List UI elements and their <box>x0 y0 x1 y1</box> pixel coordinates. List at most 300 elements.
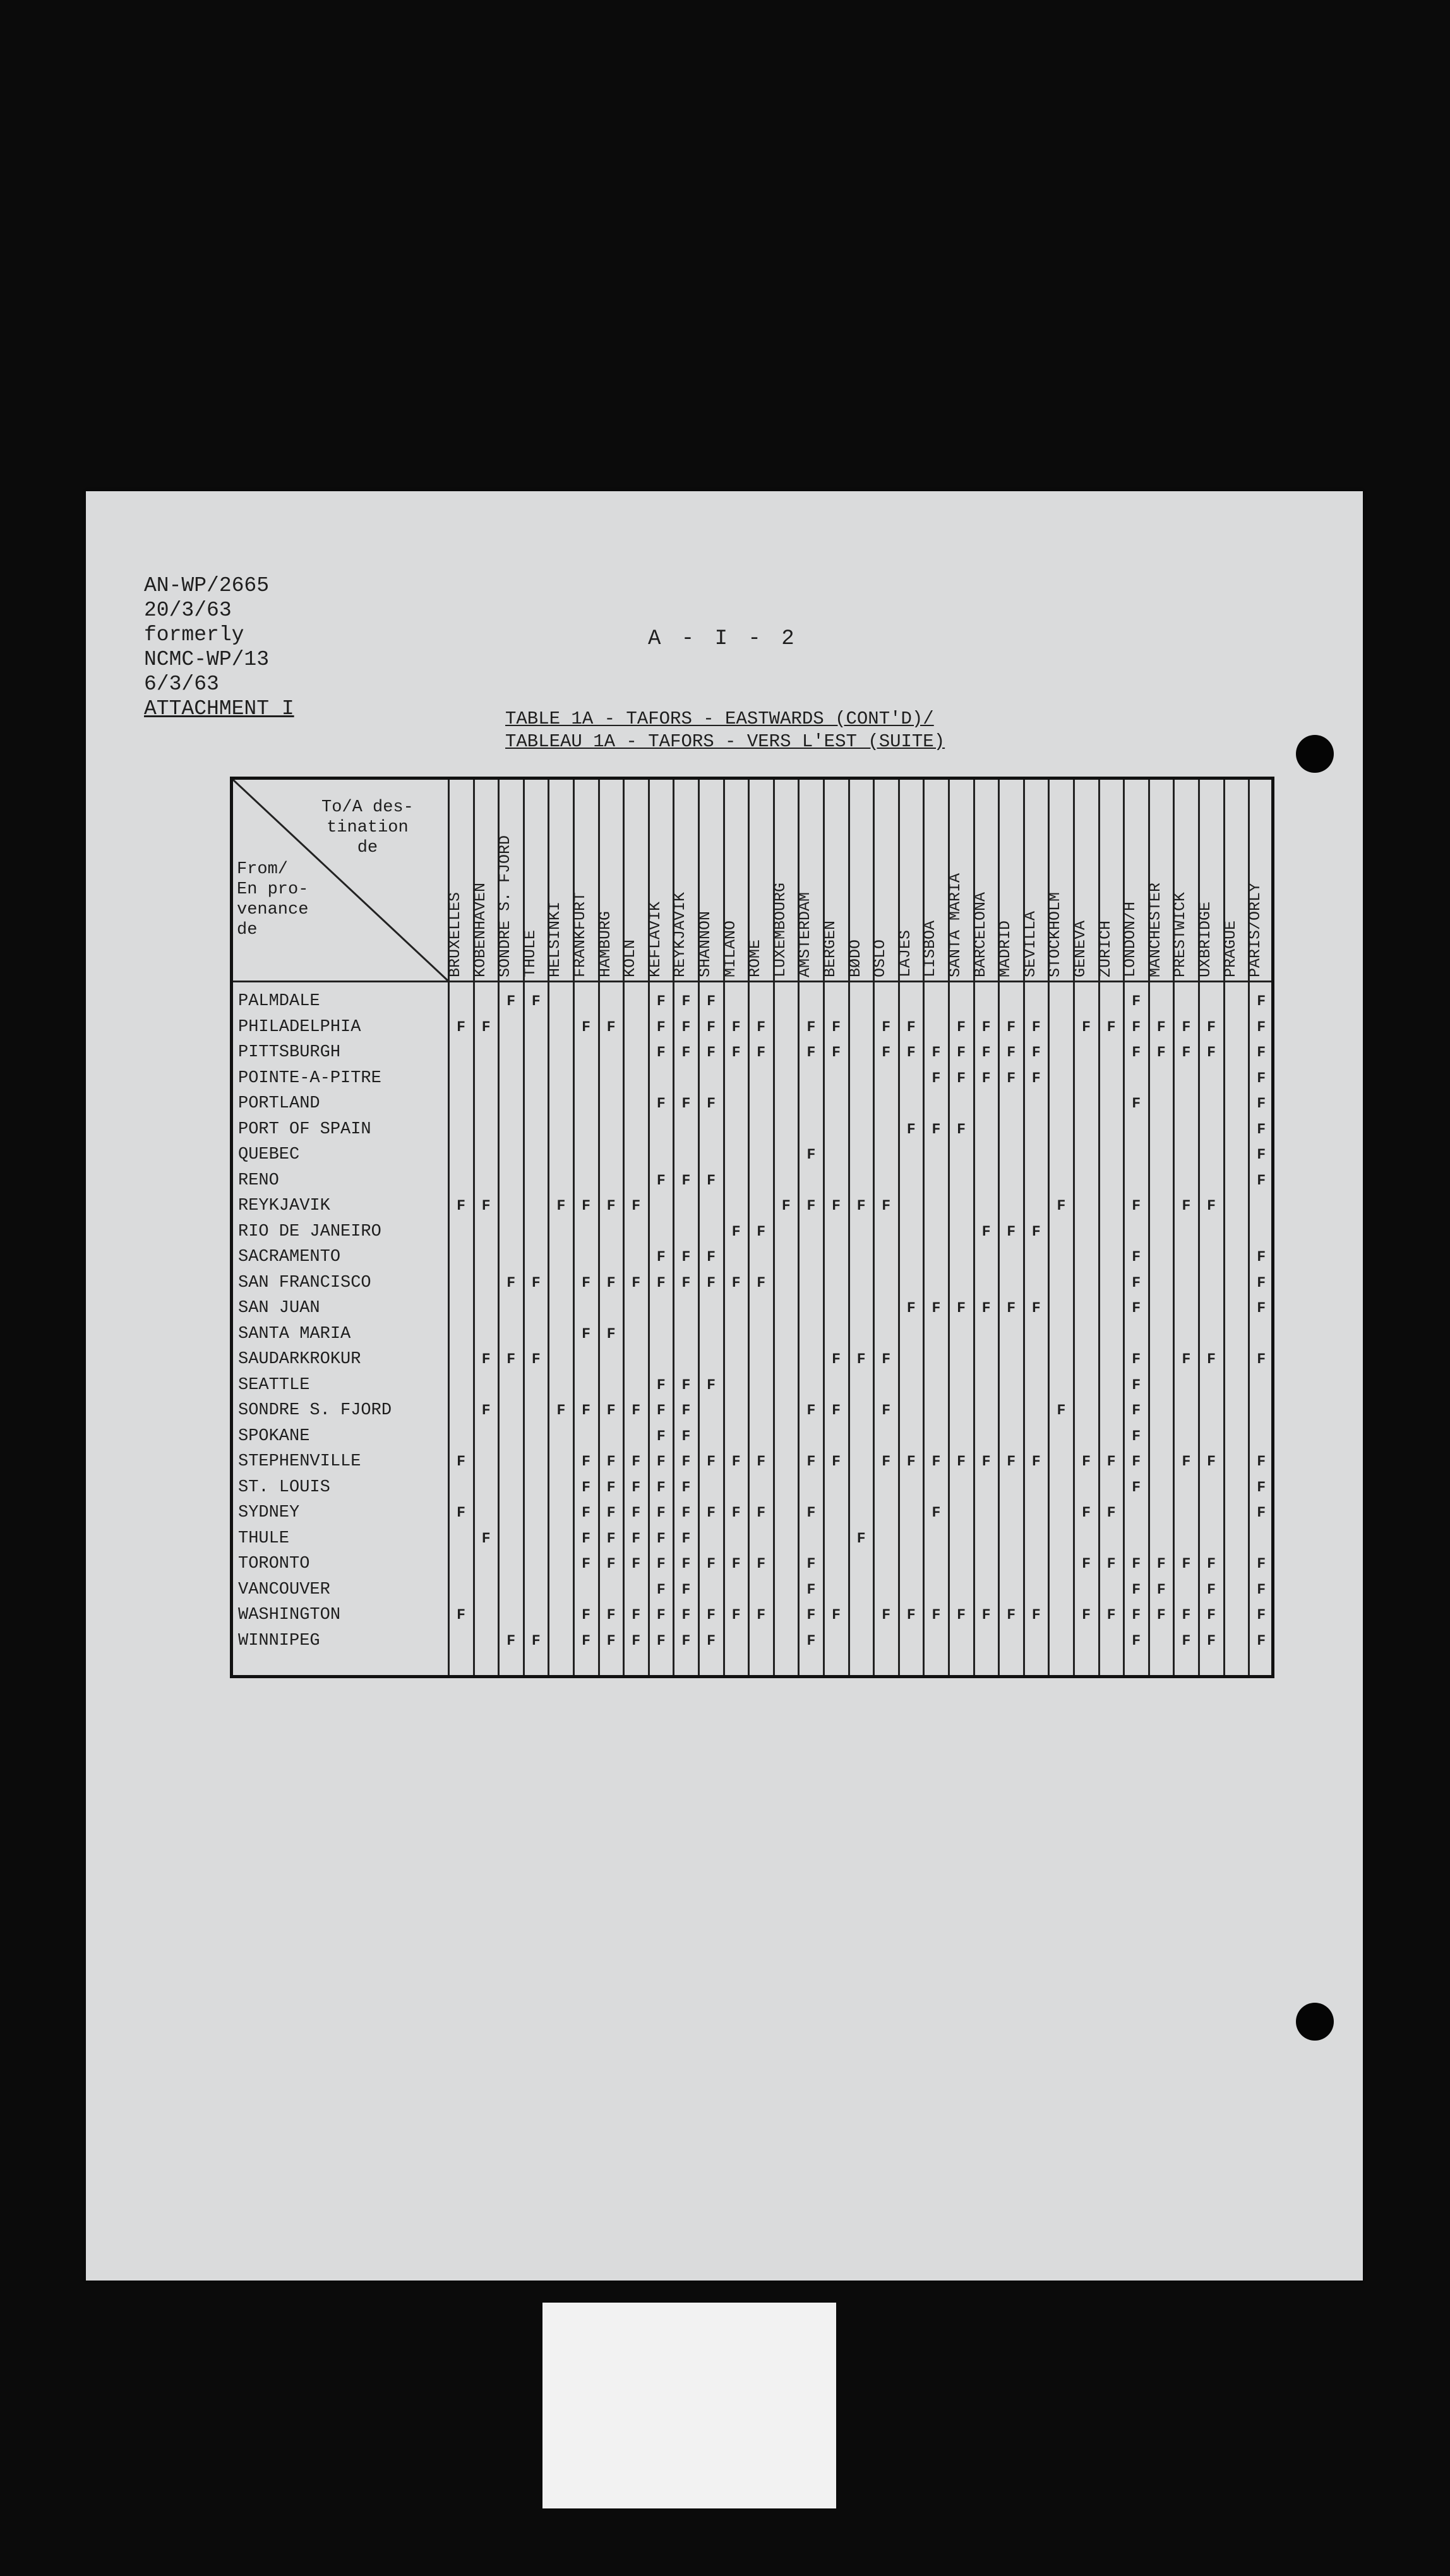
tafor-mark: F <box>1156 1018 1166 1035</box>
tafor-mark: F <box>707 1044 716 1061</box>
tafor-mark: F <box>707 993 716 1010</box>
tafor-mark: F <box>457 1505 465 1521</box>
tafor-mark: F <box>656 1249 666 1265</box>
tafor-mark: F <box>856 1351 866 1368</box>
tafor-mark: F <box>656 1095 666 1112</box>
tafor-mark: F <box>606 1479 616 1496</box>
tafor-mark: F <box>1057 1402 1066 1419</box>
tafor-mark: F <box>582 1325 590 1342</box>
from-origin-label: From/ En pro- venance de <box>237 860 309 939</box>
tafor-mark: F <box>932 1505 941 1521</box>
tafor-mark: F <box>1257 1505 1266 1521</box>
tafor-mark: F <box>1257 1070 1266 1087</box>
column-header: THULE <box>520 929 539 977</box>
document-page <box>86 491 1363 2281</box>
tafor-mark: F <box>731 1607 741 1623</box>
tafor-mark: F <box>481 1018 491 1035</box>
row-label: VANCOUVER <box>238 1580 330 1599</box>
page-reference: A - I - 2 <box>648 627 798 651</box>
tafor-mark: F <box>1082 1453 1091 1470</box>
row-label: SPOKANE <box>238 1426 310 1446</box>
tafor-mark: F <box>1132 1402 1141 1419</box>
tafor-mark: F <box>707 1274 716 1291</box>
tafor-mark: F <box>1257 1249 1266 1265</box>
tafor-mark: F <box>1106 1607 1116 1623</box>
tafor-mark: F <box>681 1376 691 1393</box>
tafor-mark: F <box>806 1556 816 1572</box>
tafor-mark: F <box>1182 1018 1191 1035</box>
ref-line: AN-WP/2665 <box>144 574 270 597</box>
tafor-mark: F <box>806 1607 816 1623</box>
paper-slip <box>542 2303 836 2508</box>
column-header: MADRID <box>996 920 1015 977</box>
tafor-mark: F <box>531 1351 541 1368</box>
tafor-mark: F <box>707 1556 716 1572</box>
tafor-mark: F <box>1207 1351 1216 1368</box>
tafor-mark: F <box>1257 1300 1266 1316</box>
row-label: PORT OF SPAIN <box>238 1119 371 1139</box>
tafor-mark: F <box>632 1453 641 1470</box>
tafor-mark: F <box>1182 1453 1191 1470</box>
tafor-mark: F <box>1132 1044 1141 1061</box>
tafor-mark: F <box>806 1453 816 1470</box>
tafor-mark: F <box>632 1274 641 1291</box>
tafor-mark: F <box>1031 1607 1041 1623</box>
tafor-mark: F <box>1156 1556 1166 1572</box>
row-label: RENO <box>238 1171 279 1190</box>
column-header: ROME <box>746 939 765 977</box>
tafor-mark: F <box>806 1044 816 1061</box>
tafor-mark: F <box>632 1402 641 1419</box>
ref-line: NCMC-WP/13 <box>144 648 270 671</box>
tafor-mark: F <box>656 1530 666 1547</box>
tafor-mark: F <box>882 1453 891 1470</box>
tafor-mark: F <box>481 1351 491 1368</box>
column-header: KOBENHAVEN <box>470 882 489 977</box>
row-label: ST. LOUIS <box>238 1477 330 1497</box>
tafor-mark: F <box>757 1505 766 1521</box>
tafor-mark: F <box>1257 993 1266 1010</box>
tafor-mark: F <box>1132 1351 1141 1368</box>
tafor-mark: F <box>1257 1581 1266 1598</box>
column-header: ZURICH <box>1096 920 1115 977</box>
tafor-mark: F <box>656 1428 666 1445</box>
row-label: SANTA MARIA <box>238 1324 351 1344</box>
tafor-mark: F <box>906 1018 916 1035</box>
column-header: MILANO <box>721 920 740 977</box>
tafor-mark: F <box>606 1505 616 1521</box>
tafor-mark: F <box>957 1044 966 1061</box>
tafor-mark: F <box>531 1274 541 1291</box>
row-label: POINTE-A-PITRE <box>238 1068 381 1088</box>
tafor-mark: F <box>1257 1607 1266 1623</box>
tafor-mark: F <box>981 1223 991 1240</box>
tafor-mark: F <box>707 1453 716 1470</box>
tafor-mark: F <box>856 1530 866 1547</box>
header-divider <box>233 981 1271 982</box>
tafor-mark: F <box>1082 1018 1091 1035</box>
tafor-mark: F <box>757 1223 766 1240</box>
tafor-mark: F <box>981 1607 991 1623</box>
column-header: PRAGUE <box>1221 920 1240 977</box>
column-header: PRESTWICK <box>1171 891 1190 977</box>
tafor-mark: F <box>832 1607 841 1623</box>
column-header: KOLN <box>621 939 640 977</box>
tafor-mark: F <box>1132 1479 1141 1496</box>
row-label: SACRAMENTO <box>238 1248 341 1267</box>
tafor-mark: F <box>506 1632 516 1649</box>
tafor-mark: F <box>656 1479 666 1496</box>
column-header: AMSTERDAM <box>796 891 815 977</box>
tafor-mark: F <box>681 1607 691 1623</box>
tafor-mark: F <box>582 1274 590 1291</box>
tafor-mark: F <box>632 1198 641 1214</box>
column-header: LONDON/H <box>1121 901 1140 977</box>
tafor-mark: F <box>1257 1044 1266 1061</box>
tafor-mark: F <box>457 1198 465 1214</box>
tafor-mark: F <box>457 1018 465 1035</box>
tafor-mark: F <box>582 1402 590 1419</box>
tafor-mark: F <box>1106 1018 1116 1035</box>
tafor-mark: F <box>806 1581 816 1598</box>
tafor-mark: F <box>457 1453 465 1470</box>
row-label: TORONTO <box>238 1554 310 1573</box>
tafor-mark: F <box>1082 1556 1091 1572</box>
tafor-mark: F <box>832 1351 841 1368</box>
tafor-mark: F <box>606 1556 616 1572</box>
to-destination-label: To/A des- tination de <box>321 798 414 857</box>
document-reference <box>144 573 294 721</box>
tafor-mark: F <box>1257 1556 1266 1572</box>
tafor-mark: F <box>506 993 516 1010</box>
tafor-mark: F <box>1207 1632 1216 1649</box>
tafor-mark: F <box>731 1223 741 1240</box>
tafor-mark: F <box>656 1505 666 1521</box>
tafor-mark: F <box>707 1607 716 1623</box>
tafor-mark: F <box>506 1351 516 1368</box>
tafor-mark: F <box>1257 1121 1266 1138</box>
tafor-mark: F <box>1207 1018 1216 1035</box>
row-label: SONDRE S. FJORD <box>238 1401 392 1420</box>
tafor-mark: F <box>932 1607 941 1623</box>
tafor-mark: F <box>1182 1632 1191 1649</box>
tafor-mark: F <box>681 1095 691 1112</box>
tafor-mark: F <box>781 1198 791 1214</box>
tafor-mark: F <box>731 1044 741 1061</box>
tafor-mark: F <box>656 1453 666 1470</box>
tafor-mark: F <box>707 1249 716 1265</box>
column-header: FRANKFURT <box>571 891 589 977</box>
tafor-mark: F <box>606 1607 616 1623</box>
tafor-mark: F <box>731 1018 741 1035</box>
tafor-mark: F <box>1182 1044 1191 1061</box>
column-header: SANTA MARIA <box>946 873 964 977</box>
column-header: KEFLAVIK <box>645 901 664 977</box>
row-label: THULE <box>238 1529 290 1548</box>
tafor-mark: F <box>1007 1070 1016 1087</box>
tafor-mark: F <box>1132 993 1141 1010</box>
tafor-mark: F <box>582 1556 590 1572</box>
column-header: UXBRIDGE <box>1196 901 1214 977</box>
column-header: SEVILLA <box>1021 910 1040 977</box>
row-label: SAN FRANCISCO <box>238 1273 371 1292</box>
tafor-mark: F <box>882 1198 891 1214</box>
tafor-mark: F <box>681 1172 691 1189</box>
tafor-mark: F <box>681 1581 691 1598</box>
tafor-mark: F <box>1207 1453 1216 1470</box>
tafor-mark: F <box>1257 1018 1266 1035</box>
tafor-mark: F <box>656 1172 666 1189</box>
tafor-mark: F <box>1106 1556 1116 1572</box>
tafor-mark: F <box>656 1607 666 1623</box>
tafor-mark: F <box>1132 1274 1141 1291</box>
tafor-mark: F <box>832 1402 841 1419</box>
tafor-mark: F <box>1132 1632 1141 1649</box>
column-header: BERGEN <box>821 920 839 977</box>
tafor-mark: F <box>981 1018 991 1035</box>
tafor-mark: F <box>1182 1556 1191 1572</box>
tafor-mark: F <box>757 1607 766 1623</box>
tafor-mark: F <box>882 1351 891 1368</box>
tafor-mark: F <box>1031 1453 1041 1470</box>
tafor-mark: F <box>932 1300 941 1316</box>
tafor-mark: F <box>606 1402 616 1419</box>
row-label: SYDNEY <box>238 1503 300 1522</box>
tafor-mark: F <box>632 1556 641 1572</box>
tafor-mark: F <box>856 1198 866 1214</box>
tafor-mark: F <box>1132 1018 1141 1035</box>
tafor-mark: F <box>757 1556 766 1572</box>
tafor-mark: F <box>1007 1607 1016 1623</box>
tafor-mark: F <box>1132 1581 1141 1598</box>
column-header: LUXEMBOURG <box>770 882 789 977</box>
column-header: GENEVA <box>1071 920 1089 977</box>
row-label: PALMDALE <box>238 992 320 1011</box>
tafor-mark: F <box>681 993 691 1010</box>
tafor-mark: F <box>606 1018 616 1035</box>
tafor-mark: F <box>832 1198 841 1214</box>
tafor-mark: F <box>981 1300 991 1316</box>
tafor-mark: F <box>1257 1172 1266 1189</box>
tafor-mark: F <box>481 1198 491 1214</box>
tafor-mark: F <box>707 1632 716 1649</box>
tafor-mark: F <box>707 1172 716 1189</box>
tafor-mark: F <box>582 1632 590 1649</box>
column-header: MANCHESTER <box>1146 882 1165 977</box>
tafor-mark: F <box>1132 1095 1141 1112</box>
row-label: SAUDARKROKUR <box>238 1350 361 1369</box>
tafor-mark: F <box>632 1607 641 1623</box>
tafor-mark: F <box>1007 1018 1016 1035</box>
tafor-mark: F <box>681 1530 691 1547</box>
tafor-mark: F <box>957 1300 966 1316</box>
tafor-mark: F <box>1257 1351 1266 1368</box>
tafor-mark: F <box>882 1607 891 1623</box>
tafor-mark: F <box>957 1018 966 1035</box>
tafor-mark: F <box>757 1018 766 1035</box>
tafor-mark: F <box>582 1479 590 1496</box>
column-header: LISBOA <box>921 920 940 977</box>
column-header: OSLO <box>871 939 890 977</box>
tafor-mark: F <box>707 1376 716 1393</box>
tafor-mark: F <box>832 1453 841 1470</box>
tafor-mark: F <box>806 1505 816 1521</box>
tafor-mark: F <box>681 1249 691 1265</box>
tafor-mark: F <box>506 1274 516 1291</box>
tafor-mark: F <box>481 1530 491 1547</box>
tafor-mark: F <box>656 993 666 1010</box>
tafor-mark: F <box>1132 1556 1141 1572</box>
tafor-mark: F <box>582 1530 590 1547</box>
tafor-mark: F <box>681 1428 691 1445</box>
row-label: SEATTLE <box>238 1375 310 1395</box>
tafor-mark: F <box>656 1376 666 1393</box>
tafor-mark: F <box>1257 1632 1266 1649</box>
tafor-mark: F <box>681 1632 691 1649</box>
tafor-mark: F <box>757 1044 766 1061</box>
row-label: QUEBEC <box>238 1145 300 1164</box>
tafor-mark: F <box>932 1453 941 1470</box>
column-header: PARIS/ORLY <box>1246 882 1265 977</box>
tafor-mark: F <box>932 1044 941 1061</box>
tafor-mark: F <box>981 1453 991 1470</box>
tafor-mark: F <box>531 993 541 1010</box>
tafor-mark: F <box>656 1402 666 1419</box>
tafor-mark: F <box>1007 1223 1016 1240</box>
tafor-mark: F <box>731 1505 741 1521</box>
tafor-mark: F <box>681 1018 691 1035</box>
ref-line: 20/3/63 <box>144 599 232 622</box>
tafor-mark: F <box>582 1607 590 1623</box>
tafor-mark: F <box>906 1453 916 1470</box>
tafor-mark: F <box>806 1147 816 1163</box>
tafor-mark: F <box>1106 1453 1116 1470</box>
tafor-mark: F <box>882 1044 891 1061</box>
tafor-mark: F <box>632 1479 641 1496</box>
tafor-mark: F <box>681 1479 691 1496</box>
tafor-mark: F <box>656 1581 666 1598</box>
tafor-mark: F <box>582 1505 590 1521</box>
column-header: HAMBURG <box>596 910 614 977</box>
row-label: PORTLAND <box>238 1094 320 1113</box>
tafor-mark: F <box>957 1453 966 1470</box>
tafor-mark: F <box>707 1505 716 1521</box>
tafor-mark: F <box>981 1044 991 1061</box>
tafor-mark: F <box>1007 1300 1016 1316</box>
tafor-mark: F <box>457 1607 465 1623</box>
tafor-mark: F <box>1031 1018 1041 1035</box>
tafor-mark: F <box>757 1274 766 1291</box>
tafor-mark: F <box>632 1505 641 1521</box>
tafor-mark: F <box>606 1453 616 1470</box>
attachment-label: ATTACHMENT I <box>144 697 294 720</box>
tafor-mark: F <box>681 1044 691 1061</box>
tafor-mark: F <box>656 1018 666 1035</box>
tafor-mark: F <box>1106 1505 1116 1521</box>
tafor-mark: F <box>806 1198 816 1214</box>
tafor-mark: F <box>707 1018 716 1035</box>
tafor-mark: F <box>481 1402 491 1419</box>
tafor-mark: F <box>1182 1351 1191 1368</box>
tafor-mark: F <box>731 1453 741 1470</box>
tafor-mark: F <box>1132 1300 1141 1316</box>
tafor-mark: F <box>731 1556 741 1572</box>
tafor-mark: F <box>1257 1147 1266 1163</box>
row-label: PITTSBURGH <box>238 1043 341 1062</box>
tafor-mark: F <box>906 1300 916 1316</box>
row-label: SAN JUAN <box>238 1299 320 1318</box>
tafor-mark: F <box>1031 1223 1041 1240</box>
tafor-mark: F <box>681 1505 691 1521</box>
tafor-mark: F <box>632 1632 641 1649</box>
tafor-mark: F <box>582 1198 590 1214</box>
tafor-mark: F <box>1207 1044 1216 1061</box>
row-label: STEPHENVILLE <box>238 1452 361 1471</box>
tafor-mark: F <box>1132 1607 1141 1623</box>
column-header: HELSINKI <box>546 901 565 977</box>
tafor-mark: F <box>656 1632 666 1649</box>
tafor-mark: F <box>806 1632 816 1649</box>
tafor-mark: F <box>1207 1556 1216 1572</box>
tafor-mark: F <box>1207 1581 1216 1598</box>
tafor-mark: F <box>1207 1607 1216 1623</box>
tafor-mark: F <box>1156 1607 1166 1623</box>
column-header: REYKJAVIK <box>671 891 690 977</box>
tafor-mark: F <box>731 1274 741 1291</box>
tafor-mark: F <box>606 1198 616 1214</box>
punch-hole-top <box>1296 735 1334 773</box>
tafor-mark: F <box>681 1402 691 1419</box>
tafor-mark: F <box>1156 1044 1166 1061</box>
tafor-mark: F <box>1132 1198 1141 1214</box>
tafor-mark: F <box>1132 1428 1141 1445</box>
tafor-mark: F <box>1082 1505 1091 1521</box>
row-label: WINNIPEG <box>238 1631 320 1650</box>
tafor-mark: F <box>1132 1249 1141 1265</box>
ref-line: 6/3/63 <box>144 672 219 696</box>
tafor-mark: F <box>1031 1300 1041 1316</box>
table-title-french: TABLEAU 1A - TAFORS - VERS L'EST (SUITE) <box>505 731 945 752</box>
row-label: RIO DE JANEIRO <box>238 1222 381 1241</box>
punch-hole-bottom <box>1296 2003 1334 2041</box>
tafor-mark: F <box>1156 1581 1166 1598</box>
tafor-mark: F <box>932 1070 941 1087</box>
tafor-mark: F <box>656 1274 666 1291</box>
tafor-mark: F <box>1207 1198 1216 1214</box>
tafor-mark: F <box>832 1044 841 1061</box>
tafor-mark: F <box>656 1556 666 1572</box>
row-label: REYKJAVIK <box>238 1196 330 1215</box>
row-label: PHILADELPHIA <box>238 1017 361 1037</box>
tafor-mark: F <box>556 1198 566 1214</box>
tafor-mark: F <box>531 1632 541 1649</box>
tafor-mark: F <box>681 1453 691 1470</box>
tafor-mark: F <box>906 1121 916 1138</box>
tafor-mark: F <box>806 1018 816 1035</box>
tafor-mark: F <box>606 1632 616 1649</box>
tafor-mark: F <box>1257 1479 1266 1496</box>
tafor-mark: F <box>957 1607 966 1623</box>
tafor-mark: F <box>1031 1044 1041 1061</box>
tafor-mark: F <box>606 1325 616 1342</box>
tafor-mark: F <box>1257 1453 1266 1470</box>
tafor-mark: F <box>606 1530 616 1547</box>
tafor-mark: F <box>906 1607 916 1623</box>
row-label: WASHINGTON <box>238 1606 341 1625</box>
tafor-mark: F <box>1257 1274 1266 1291</box>
column-header: BRUXELLES <box>446 891 464 977</box>
tafor-table <box>230 777 1274 1678</box>
